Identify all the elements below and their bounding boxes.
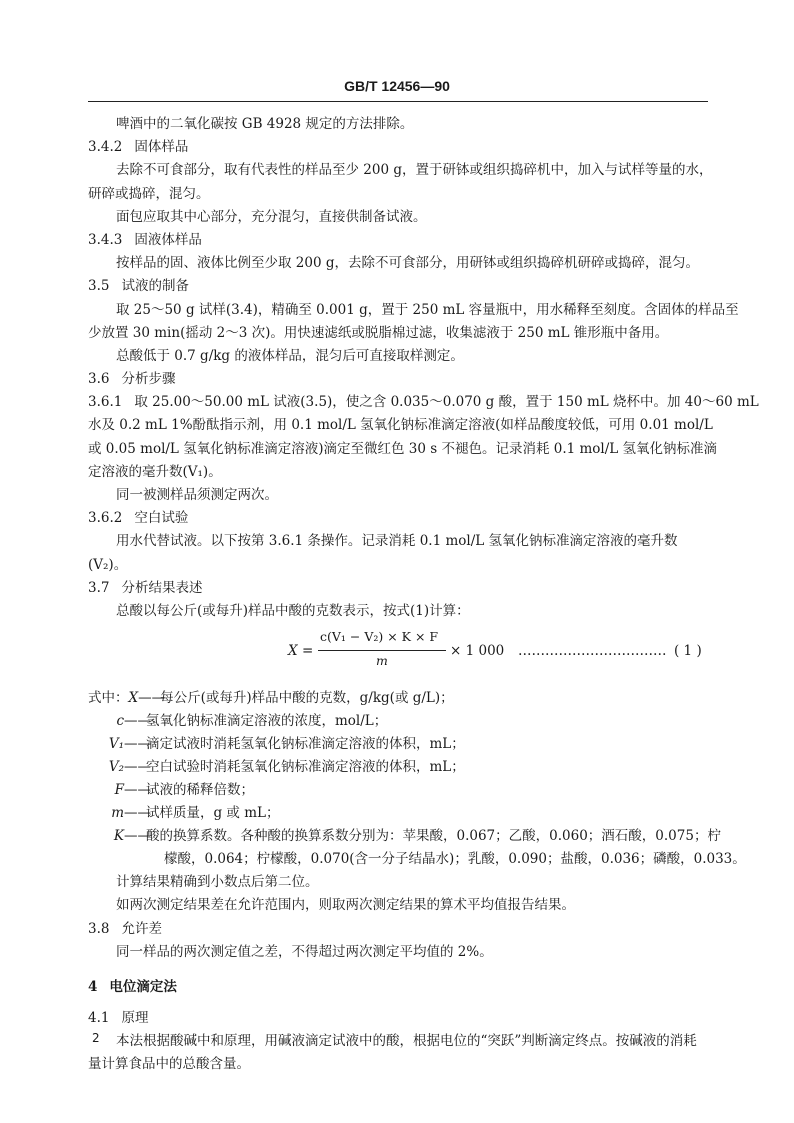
section-number: 3.4.3 [88, 231, 123, 248]
definition-dash: —— [124, 713, 151, 730]
paragraph: 本法根据酸碱中和原理，用碱液滴定试液中的酸，根据电位的“突跃”判断滴定终点。按碱液的消耗 [116, 1033, 697, 1050]
definition-dash: —— [138, 690, 166, 707]
section-number: 4 [88, 978, 98, 995]
section-number: 3.5 [88, 278, 110, 295]
header-rule [88, 101, 708, 102]
definition-row [88, 802, 708, 825]
section-title: 固液体样品 [134, 231, 202, 248]
paragraph: 计算结果精确到小数点后第二位。 [116, 874, 319, 891]
paragraph: 同一被测样品须测定两次。 [116, 487, 278, 503]
section-number: 3.6 [88, 371, 110, 388]
section-number: 3.6.1 [88, 394, 123, 411]
definition-dash: —— [124, 759, 151, 776]
section-number: 3.6.2 [88, 510, 123, 527]
definition-symbol: V₁ [108, 736, 124, 753]
definition-symbol: K [113, 828, 124, 845]
document-body [88, 113, 759, 1077]
paragraph: 去除不可食部分，取有代表性的样品至少 200 g，置于研钵或组织捣碎机中，加入与试样等量的水， [116, 162, 713, 179]
formula-numerator: c(V₁ − V₂) × K × F [320, 629, 439, 645]
definition-symbol: F [114, 782, 124, 799]
paragraph-continuation: 水及 0.2 mL 1%酚酞指示剂，用 0.1 mol/L 氢氧化钠标准滴定溶液(如样品酸度较低，可用 0.01 mol/L [88, 417, 713, 434]
definition-text: 滴定试液时消耗氢氧化钠标准滴定溶液的体积，mL； [146, 736, 465, 753]
definition-dash: —— [124, 736, 151, 753]
section-heading-3-8 [88, 918, 708, 941]
definition-symbol: V₂ [108, 759, 124, 776]
section-heading-3-6-2 [88, 507, 708, 530]
formula-1 [88, 629, 708, 675]
definition-row [88, 756, 708, 779]
definition-text: 试样质量，g 或 mL； [146, 805, 280, 822]
paragraph-continuation: 或 0.05 mol/L 氢氧化钠标准滴定溶液)滴定至微红色 30 s 不褪色。记录消耗 0.1 mol/L 氢氧化钠标准滴 [88, 440, 718, 457]
definition-row [88, 733, 708, 756]
formula-equals: = [302, 643, 314, 660]
definition-row [88, 779, 708, 802]
definition-text: 每公斤(或每升)样品中酸的克数，g/kg(或 g/L)； [160, 690, 454, 707]
definition-text: 酸的换算系数。各种酸的换算系数分别为：苹果酸，0.067；乙酸，0.060；酒石酸，0.075；柠 [146, 828, 721, 845]
paragraph: 按样品的固、液体比例至少取 200 g，去除不可食部分，用研钵或组织捣碎机研碎或捣碎，混匀。 [116, 255, 699, 272]
formula-denominator: m [376, 653, 388, 669]
formula-number: ( 1 ) [674, 643, 702, 660]
paragraph: 取 25.00～50.00 mL 试液(3.5)，使之含 0.035～0.070 g 酸，置于 150 mL 烧杯中。加 40～60 mL [134, 394, 759, 411]
definition-symbol: c [116, 713, 124, 730]
section-title: 分析结果表述 [121, 579, 203, 596]
section-heading-3-6 [88, 368, 708, 391]
formula-leader-dots: …………………………… [518, 643, 667, 660]
paragraph: 总酸以每公斤(或每升)样品中酸的克数表示，按式(1)计算： [116, 602, 470, 619]
paragraph-continuation: (V₂)。 [88, 556, 128, 573]
paragraph: 啤酒中的二氧化碳按 GB 4928 规定的方法排除。 [116, 116, 414, 132]
section-number: 3.8 [88, 920, 110, 937]
section-heading-3-6-1 [88, 391, 759, 414]
section-number: 3.4.2 [88, 139, 123, 156]
section-heading-3-4-2 [88, 136, 708, 159]
section-number: 3.7 [88, 579, 110, 596]
paragraph-continuation: 少放置 30 min(摇动 2～3 次)。用快速滤纸或脱脂棉过滤，收集滤液于 250 mL 锥形瓶中备用。 [88, 324, 669, 341]
definition-symbol: X [128, 690, 139, 707]
definition-row [88, 825, 721, 848]
page-header: GB/T 12456—90 [344, 78, 450, 94]
section-title: 原理 [121, 1010, 149, 1027]
definitions-prefix: 式中： [88, 690, 129, 707]
definition-text: 氢氧化钠标准滴定溶液的浓度，mol/L； [146, 713, 388, 730]
section-title: 试液的制备 [121, 278, 189, 295]
section-heading-4-1 [88, 1007, 708, 1030]
definition-continuation: 檬酸，0.064；柠檬酸，0.070(含一分子结晶水)；乳酸，0.090；盐酸，0.036；磷酸，0.033。 [164, 851, 746, 868]
definition-dash: —— [124, 782, 151, 799]
section-heading-3-7 [88, 577, 708, 600]
definition-text: 试液的稀释倍数； [146, 782, 254, 799]
section-title: 分析步骤 [121, 371, 176, 388]
paragraph: 用水代替试液。以下按第 3.6.1 条操作。记录消耗 0.1 mol/L 氢氧化钠标准滴定溶液的毫升数 [116, 533, 678, 550]
definition-dash: —— [124, 828, 151, 845]
paragraph-continuation: 量计算食品中的总酸含量。 [88, 1056, 250, 1073]
section-heading-3-5 [88, 275, 708, 298]
formula-lhs: X [288, 643, 298, 660]
paragraph: 同一样品的两次测定值之差，不得超过两次测定平均值的 2%。 [116, 943, 493, 960]
definition-dash: —— [124, 805, 151, 822]
definition-row [88, 687, 708, 710]
section-title: 固体样品 [134, 139, 189, 156]
definition-text: 空白试验时消耗氢氧化钠标准滴定溶液的体积，mL； [146, 759, 465, 776]
section-heading-3-4-3 [88, 229, 708, 252]
variable-definitions [88, 687, 746, 871]
fraction-bar [318, 650, 446, 651]
formula-multiplier: × 1 000 [450, 643, 505, 660]
paragraph: 面包应取其中心部分，充分混匀，直接供制备试液。 [116, 208, 427, 225]
chapter-heading-4 [88, 976, 708, 999]
section-number: 4.1 [88, 1010, 110, 1027]
paragraph: 总酸低于 0.7 g/kg 的液体样品，混匀后可直接取样测定。 [116, 347, 464, 364]
paragraph: 如两次测定结果差在允许范围内，则取两次测定结果的算术平均值报告结果。 [116, 897, 575, 914]
section-title: 电位滴定法 [109, 978, 177, 995]
paragraph-continuation: 定溶液的毫升数(V₁)。 [88, 463, 222, 480]
definition-row [88, 710, 708, 733]
definition-symbol: m [111, 805, 124, 822]
paragraph-continuation: 研碎或捣碎，混匀。 [88, 185, 210, 202]
section-title: 空白试验 [134, 510, 189, 527]
paragraph: 取 25～50 g 试样(3.4)，精确至 0.001 g，置于 250 mL 容量瓶中，用水稀释至刻度。含固体的样品至 [116, 301, 739, 318]
page-number: 2 [92, 1031, 100, 1045]
section-title: 允许差 [121, 920, 162, 937]
